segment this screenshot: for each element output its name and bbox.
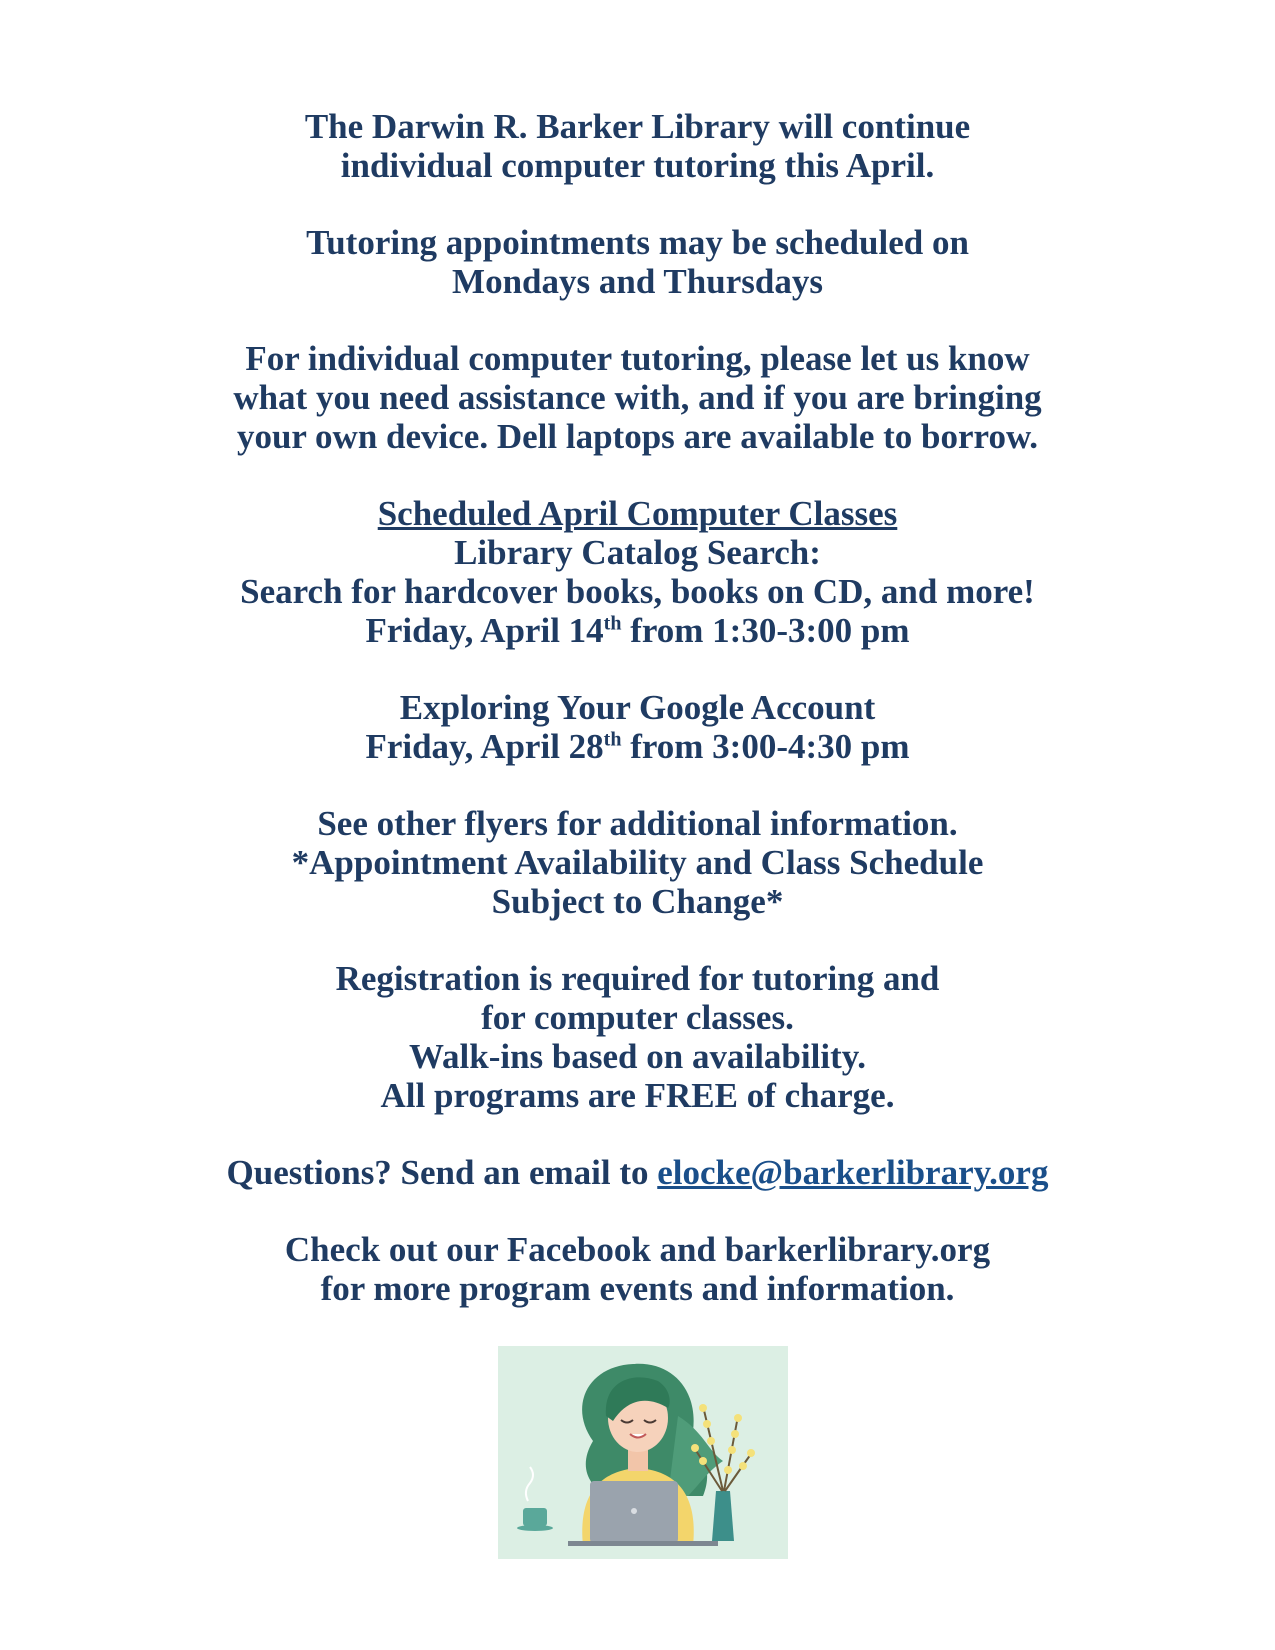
intro-line-1: The Darwin R. Barker Library will continue [304, 107, 971, 146]
class-2-title: Exploring Your Google Account [399, 688, 876, 727]
class-2-date: Friday, April 28 [365, 727, 604, 766]
notice-line-3: Subject to Change* [491, 882, 784, 921]
class-1-date: Friday, April 14 [365, 611, 604, 650]
schedule-line-2: Mondays and Thursdays [452, 262, 823, 301]
class-2-block [0, 688, 1275, 766]
tutoring-block [0, 339, 1275, 456]
notice-line-1: See other flyers for additional information. [317, 804, 958, 843]
schedule-line-1: Tutoring appointments may be scheduled on [306, 223, 969, 262]
tutoring-line-1: For individual computer tutoring, please let us know [245, 339, 1030, 378]
illustration-svg [498, 1346, 788, 1559]
class-1-datetime [0, 611, 1275, 650]
intro-block [0, 107, 1275, 185]
class-1-description: Search for hardcover books, books on CD, and more! [240, 572, 1035, 611]
registration-line-1: Registration is required for tutoring and [335, 959, 940, 998]
registration-line-3: Walk-ins based on availability. [408, 1037, 867, 1076]
class-1-date-suffix: th [603, 612, 622, 635]
registration-line-4: All programs are FREE of charge. [380, 1076, 895, 1115]
class-1-block [0, 494, 1275, 650]
laptop-logo [631, 1508, 637, 1514]
notice-block [0, 804, 1275, 921]
email-link[interactable]: elocke@barkerlibrary.org [657, 1153, 1049, 1192]
class-2-datetime [0, 727, 1275, 766]
saucer [517, 1525, 553, 1531]
class-1-time: from 1:30-3:00 pm [621, 611, 910, 650]
schedule-block [0, 223, 1275, 301]
social-line-2: for more program events and information. [320, 1269, 955, 1308]
social-block [0, 1230, 1275, 1308]
questions-line [0, 1153, 1275, 1192]
social-line-1: Check out our Facebook and barkerlibrary.org [284, 1230, 991, 1269]
class-2-time: from 3:00-4:30 pm [621, 727, 910, 766]
intro-line-2: individual computer tutoring this April. [340, 146, 935, 185]
notice-line-2: *Appointment Availability and Class Schedule [291, 843, 984, 882]
classes-heading: Scheduled April Computer Classes [377, 494, 898, 533]
woman-with-laptop-illustration [498, 1346, 788, 1559]
flyer-content [0, 107, 1275, 1346]
registration-block [0, 959, 1275, 1115]
questions-prefix: Questions? Send an email to [226, 1153, 658, 1192]
tutoring-line-2: what you need assistance with, and if you are bringing [233, 378, 1042, 417]
cup [523, 1508, 547, 1526]
laptop-base [568, 1541, 718, 1546]
class-1-title: Library Catalog Search: [454, 533, 821, 572]
class-2-date-suffix: th [603, 728, 622, 751]
tutoring-line-3: your own device. Dell laptops are available to borrow. [236, 417, 1039, 456]
registration-line-2: for computer classes. [481, 998, 794, 1037]
questions-block [0, 1153, 1275, 1192]
